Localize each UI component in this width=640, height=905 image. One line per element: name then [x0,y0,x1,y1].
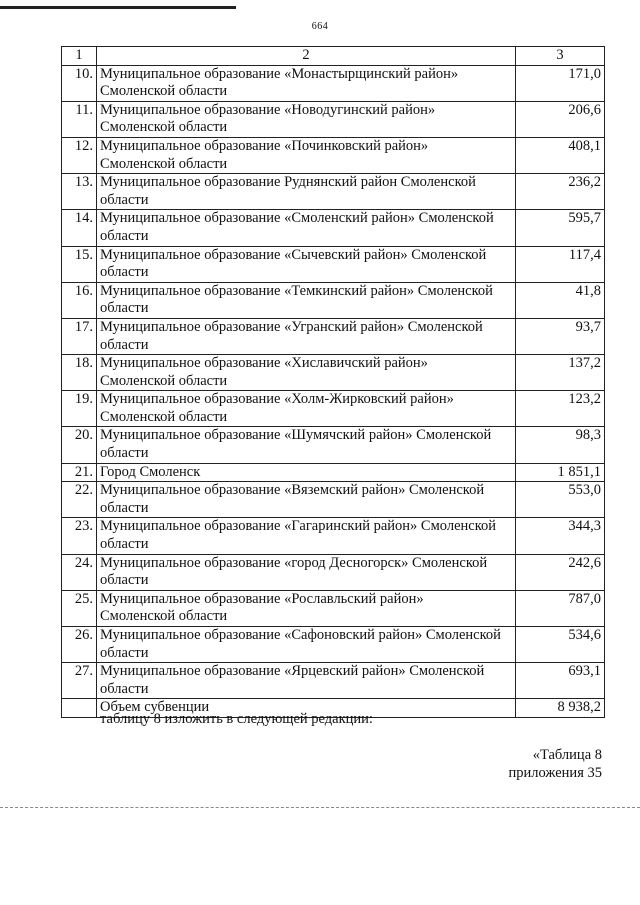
row-value: 98,3 [516,427,605,463]
row-value: 787,0 [516,590,605,626]
row-name-line: Муниципальное образование «город Десногорск» Смоленской [100,554,488,571]
table-row [62,101,605,137]
caption-line-1: «Таблица 8 [532,747,602,763]
row-name-line: Смоленской области [100,408,228,425]
row-name-line: Муниципальное образование «Ярцевский район» Смоленской [100,663,485,680]
row-value: 693,1 [516,663,605,699]
row-name [97,627,516,663]
row-value: 137,2 [516,355,605,391]
row-name-line: Смоленской области [100,83,228,100]
row-name-line: Муниципальное образование «Хиславичский район» [100,355,428,372]
row-number: 21. [62,463,97,482]
table-row [62,391,605,427]
row-name [97,463,516,482]
row-name-line: области [100,227,149,244]
row-name [97,318,516,354]
row-name-line: области [100,264,149,281]
row-number: 18. [62,355,97,391]
row-name [97,427,516,463]
caption-line-2: приложения 35 [508,765,602,781]
row-name-line: Муниципальное образование «Рославльский район» [100,590,424,607]
table-row [62,627,605,663]
header-col-1: 1 [62,47,97,66]
row-name-line: области [100,300,149,317]
row-number: 23. [62,518,97,554]
row-number: 16. [62,282,97,318]
row-name [97,590,516,626]
table-header-row [62,47,605,66]
table-row [62,355,605,391]
row-name-line: области [100,572,149,589]
table-row [62,282,605,318]
row-value: 41,8 [516,282,605,318]
row-name [97,663,516,699]
row-number: 10. [62,65,97,101]
total-label: Объем субвенции [97,699,516,718]
row-name [97,246,516,282]
row-value: 171,0 [516,65,605,101]
instruction-text: таблицу 8 изложить в следующей редакции: [100,711,373,727]
row-name-line: Муниципальное образование Руднянский район Смоленской [100,174,476,191]
table-row [62,210,605,246]
row-name-line: Город Смоленск [100,463,201,480]
row-value: 236,2 [516,174,605,210]
table-caption [509,746,602,782]
row-name [97,65,516,101]
row-name [97,282,516,318]
table-row [62,427,605,463]
row-value: 117,4 [516,246,605,282]
table-row [62,174,605,210]
total-number [62,699,97,718]
row-number: 12. [62,137,97,173]
row-name-line: Смоленской области [100,155,228,172]
row-name-line: Смоленской области [100,608,228,625]
row-value: 93,7 [516,318,605,354]
row-name [97,174,516,210]
row-name-line: Муниципальное образование «Починковский район» [100,137,429,154]
row-name-line: Муниципальное образование «Сычевский район» Смоленской [100,246,487,263]
row-value: 534,6 [516,627,605,663]
row-number: 20. [62,427,97,463]
header-col-3: 3 [516,47,605,66]
row-name-line: области [100,336,149,353]
row-value: 408,1 [516,137,605,173]
row-name-line: области [100,536,149,553]
table-row [62,590,605,626]
table-row [62,482,605,518]
row-name-line: области [100,499,149,516]
row-number: 22. [62,482,97,518]
page-number: 664 [311,21,329,32]
row-name-line: области [100,445,149,462]
row-number: 27. [62,663,97,699]
row-value: 123,2 [516,391,605,427]
row-number: 24. [62,554,97,590]
table-row [62,518,605,554]
row-number: 15. [62,246,97,282]
row-name [97,101,516,137]
row-name-line: Муниципальное образование «Холм-Жирковский район» [100,391,454,408]
row-value: 595,7 [516,210,605,246]
row-number: 13. [62,174,97,210]
table-row [62,137,605,173]
row-name [97,210,516,246]
row-name-line: Муниципальное образование «Темкинский район» Смоленской [100,282,493,299]
row-value: 1 851,1 [516,463,605,482]
subvention-table [61,46,605,718]
row-name [97,482,516,518]
row-name [97,554,516,590]
row-name-line: Муниципальное образование «Гагаринский район» Смоленской [100,518,497,535]
table-row [62,663,605,699]
row-name-line: Муниципальное образование «Вяземский район» Смоленской [100,482,485,499]
row-name-line: Муниципальное образование «Смоленский район» Смоленской [100,210,494,227]
row-name-line: Муниципальное образование «Новодугинский район» [100,101,436,118]
row-name-line: области [100,680,149,697]
row-name [97,391,516,427]
row-value: 242,6 [516,554,605,590]
row-name-line: Смоленской области [100,372,228,389]
row-value: 553,0 [516,482,605,518]
row-number: 14. [62,210,97,246]
table-row [62,246,605,282]
table-row [62,65,605,101]
row-value: 344,3 [516,518,605,554]
row-number: 25. [62,590,97,626]
table-row [62,318,605,354]
top-rule [0,6,236,9]
row-name [97,518,516,554]
row-name-line: Муниципальное образование «Шумячский район» Смоленской [100,427,492,444]
dashed-separator [0,807,640,808]
row-number: 17. [62,318,97,354]
header-col-2: 2 [97,47,516,66]
table-row [62,463,605,482]
row-number: 19. [62,391,97,427]
row-name-line: Муниципальное образование «Угранский район» Смоленской [100,318,483,335]
row-name [97,355,516,391]
row-value: 206,6 [516,101,605,137]
row-number: 26. [62,627,97,663]
row-number: 11. [62,101,97,137]
row-name-line: области [100,644,149,661]
row-name-line: Смоленской области [100,119,228,136]
row-name [97,137,516,173]
table-row [62,554,605,590]
row-name-line: Муниципальное образование «Сафоновский район» Смоленской [100,627,501,643]
row-name-line: Муниципальное образование «Монастырщинский район» [100,65,459,82]
total-value: 8 938,2 [516,699,605,718]
row-name-line: области [100,191,149,208]
